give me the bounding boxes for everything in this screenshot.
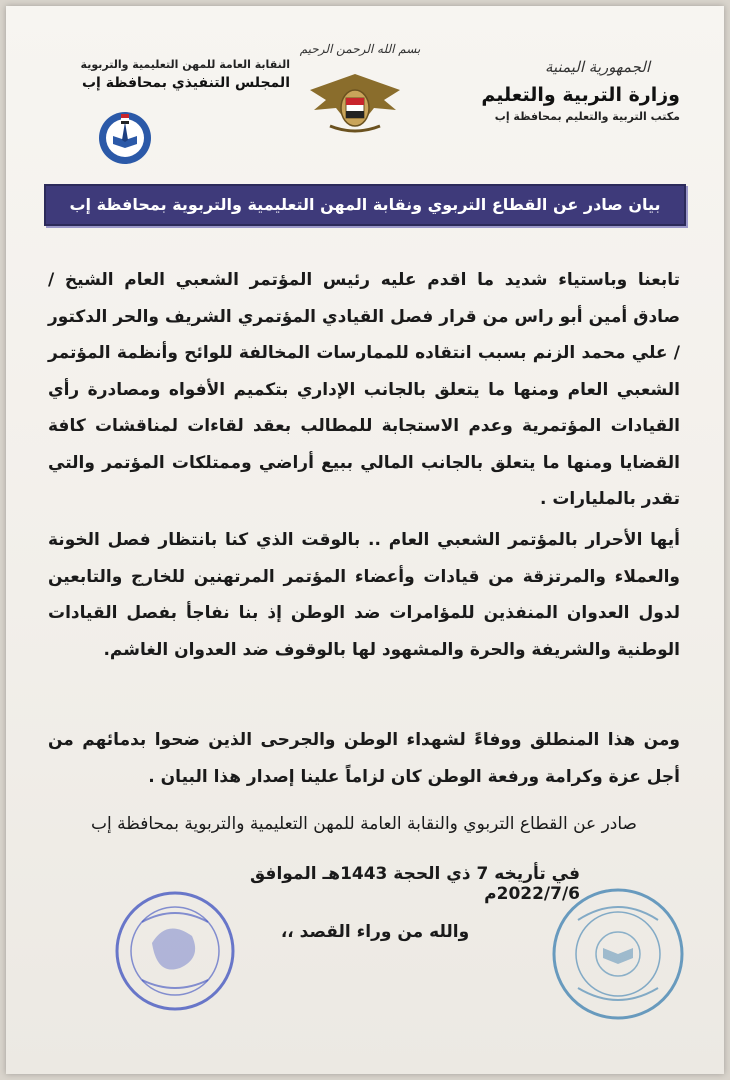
issuer-line: صادر عن القطاع التربوي والنقابة العامة للمهن التعليمية والتربوية بمحافظة إب <box>91 814 637 834</box>
basmala: بسم الله الرحمن الرحيم <box>299 42 421 56</box>
body-paragraph: تابعنا وباستياء شديد ما اقدم عليه رئيس المؤتمر الشعبي العام الشيخ / صادق أمين أبو راس من قرار فصل القيادي المؤتمري الشريف والحر الدكتور / علي محمد الزنم بسبب انتقاده للممارسات المخالفة للوائح وأنظمة المؤتمر الشعبي العام ومنها ما يتعلق بالجانب الإداري بتكميم الأفواه ومصادرة رأي القيادات المؤتمرية وعدم الاستجابة للمطالب بعقد لقاءات لمناقشات كافة القضايا ومنها ما يتعلق بالجانب المالي ببيع أراضي وممتلكات المؤتمر والتي تقدر بالمليارات . <box>48 270 680 509</box>
ministry-name: وزارة التربية والتعليم <box>481 84 680 106</box>
union-logo-icon <box>95 108 155 168</box>
body-paragraph: أيها الأحرار بالمؤتمر الشعبي العام .. بالوقت الذي كنا بانتظار فصل الخونة والعملاء والمرتزقة من قيادات وأعضاء المؤتمر المرتهنين للخارج والتابعين لدول العدوان المنفذين للمؤامرات ضد الوطن إذ بنا نفاجأ بفصل القيادات الوطنية والشريفة والحرة والمشهود لها بالوقوف ضد العدوان الغاشم. <box>48 530 680 660</box>
date-line: في تأريخه 7 ذي الحجة 1443هـ الموافق 2022/7/6م <box>249 864 580 904</box>
ministry-header <box>440 58 680 123</box>
republic-label: الجمهورية اليمنية <box>544 58 650 76</box>
statement-title-banner: بيان صادر عن القطاع التربوي ونقابة المهن التعليمية والتربوية بمحافظة إب <box>44 184 686 226</box>
eagle-emblem-icon <box>300 66 410 136</box>
office-name: مكتب التربية والتعليم بمحافظة إب <box>494 110 680 123</box>
union-council: المجلس التنفيذي بمحافظة إب <box>81 75 290 91</box>
body-paragraph: ومن هذا المنطلق ووفاءً لشهداء الوطن والجرحى الذين ضحوا بدمائهم من أجل عزة وكرامة ورفعة الوطن كان لزاماً علينا إصدار هذا البيان . <box>48 730 680 787</box>
stamp-right-icon <box>548 884 688 1024</box>
union-header <box>40 58 290 91</box>
closing-line: والله من وراء القصد ،، <box>280 922 470 942</box>
union-name: النقابة العامة للمهن التعليمية والتربوية <box>80 58 290 71</box>
stamp-left-icon <box>112 888 238 1014</box>
